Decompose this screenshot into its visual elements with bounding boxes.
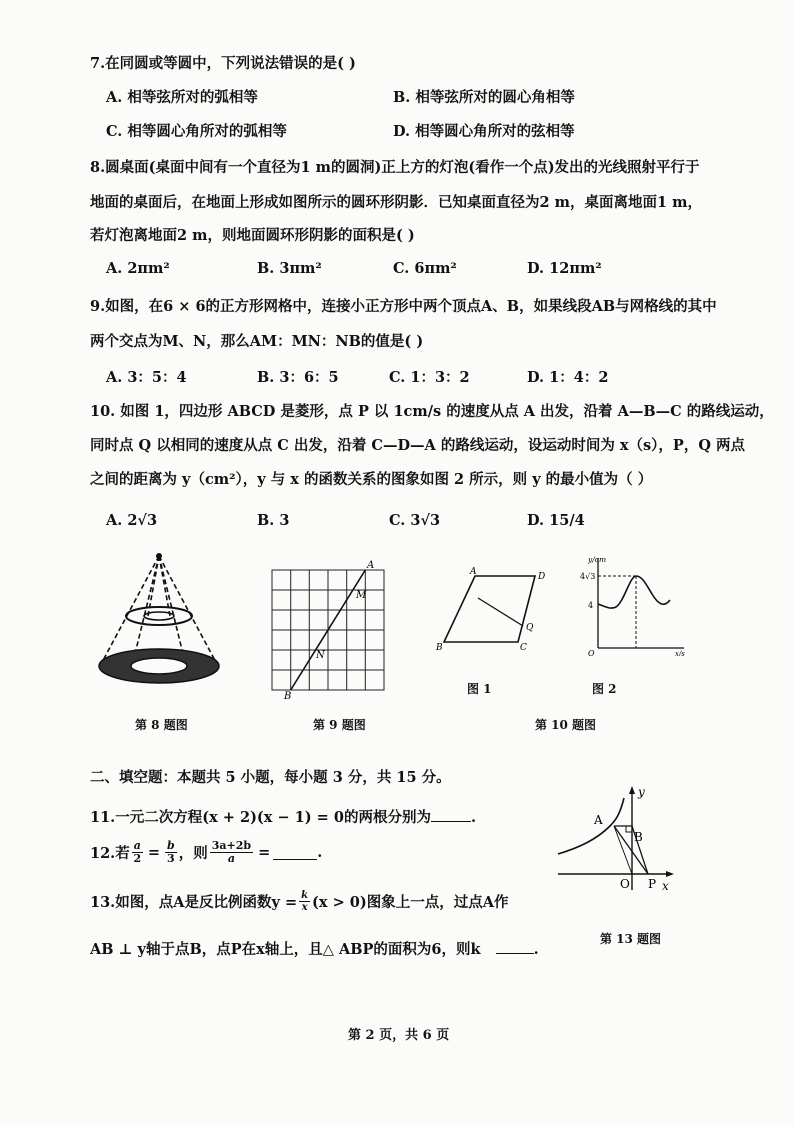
label-c: C: [520, 643, 527, 653]
q13-answer-blank[interactable]: [496, 953, 534, 954]
q8-option-a: A. 2πm²: [106, 260, 170, 277]
q8-option-b: B. 3πm²: [257, 260, 322, 277]
q11-answer-blank[interactable]: [431, 821, 471, 822]
q9-line-2: 两个交点为M、N，那么AM：MN：NB的值是( ): [90, 333, 424, 350]
q12-frac-1: $\frac{a}{2}$: [133, 839, 142, 865]
q8-option-d: D. 12πm²: [527, 260, 602, 277]
curve-y: [598, 576, 670, 608]
q13-frac: $\frac{k}{x}$: [301, 890, 309, 913]
figure-8-caption: 第 8 题图: [135, 718, 188, 732]
q10-option-c: C. 3√3: [389, 512, 441, 529]
q7-option-b: B. 相等弦所对的圆心角相等: [393, 89, 575, 106]
q13-line-2-text: AB ⊥ y轴于点B，点P在x轴上，且△ ABP的面积为6，则k: [90, 941, 481, 958]
section-2-heading: 二、填空题：本题共 5 小题，每小题 3 分，共 15 分。: [90, 769, 451, 786]
label-m: M: [356, 590, 367, 601]
figure-13-graph: [550, 784, 680, 894]
label-o: O: [620, 877, 630, 891]
q12-pre: 12.若: [90, 845, 130, 862]
segment-ao: [614, 826, 632, 874]
q12-frac-2: $\frac{b}{3}$: [167, 839, 175, 865]
q9-option-b: B. 3：6：5: [257, 369, 339, 386]
q13-line-2: AB ⊥ y轴于点B，点P在x轴上，且△ ABP的面积为6，则k .: [90, 941, 539, 958]
label-b: B: [284, 691, 292, 700]
q12-post: =: [258, 844, 271, 861]
q13-line-1: [90, 890, 509, 913]
origin-label: O: [588, 649, 595, 656]
figure-10-1-label: 图 1: [467, 682, 492, 696]
label-b: B: [634, 830, 643, 844]
label-q: Q: [526, 623, 534, 633]
page-footer: 第 2 页，共 6 页: [348, 1028, 450, 1043]
figure-10-2-label: 图 2: [592, 682, 617, 696]
label-y: y: [638, 785, 645, 799]
figure-13-caption: 第 13 题图: [600, 932, 662, 946]
q11-stem: 11.一元二次方程(x + 2)(x − 1) = 0的两根分别为: [90, 809, 431, 826]
q13-post: (x > 0)图象上一点，过点A作: [312, 894, 509, 911]
q12-text: 12.若 $\frac{a}{2}$ = $\frac{b}{3}$ ，则 $\frac{3a+2b}{a}$ = .: [90, 839, 323, 865]
q9-option-d: D. 1：4：2: [527, 369, 609, 386]
figure-10-1-rhombus: [430, 562, 555, 662]
q10-option-d: D. 15/4: [527, 512, 585, 529]
right-angle-mark: [626, 826, 632, 832]
label-a: A: [470, 567, 477, 577]
figure-10-2-graph: [580, 552, 690, 656]
q10-line-2: 同时点 Q 以相同的速度从点 C 出发，沿着 C—D—A 的路线运动，设运动时间为 x（s），P，Q 两点: [90, 437, 746, 454]
q12-frac-3: $\frac{3a+2b}{a}$: [211, 839, 252, 865]
q12-mid: ，则: [178, 845, 208, 862]
label-x: x: [662, 879, 669, 893]
label-b: B: [436, 643, 443, 653]
q10-option-a: A. 2√3: [106, 512, 158, 529]
q9-option-a: A. 3：5：4: [106, 369, 187, 386]
q10-line-3: 之间的距离为 y（cm²），y 与 x 的函数关系的图象如图 2 所示，则 y 的最小值为（ ）: [90, 471, 653, 488]
y-axis-label: y/cm: [588, 555, 607, 564]
q7-option-c: C. 相等圆心角所对的弧相等: [106, 123, 287, 140]
q9-option-c: C. 1：3：2: [389, 369, 470, 386]
segment-pq: [478, 598, 523, 626]
label-d: D: [538, 572, 546, 582]
q8-line-3: 若灯泡离地面2 m，则地面圆环形阴影的面积是( ): [90, 227, 415, 244]
label-a: A: [367, 560, 375, 571]
label-n: N: [316, 650, 325, 661]
rhombus-abcd: [444, 576, 535, 642]
q9-line-1: 9.如图，在6 × 6的正方形网格中，连接小正方形中两个顶点A、B，如果线段AB与网格线的其中: [90, 298, 717, 315]
tick-label-1: 4√3: [580, 572, 596, 581]
figure-9-grid: [262, 558, 392, 700]
q8-line-1: 8.圆桌面(桌面中间有一个直径为1 m的圆洞)正上方的灯泡(看作一个点)发出的光线照射平行于: [90, 159, 700, 176]
q10-option-b: B. 3: [257, 512, 290, 529]
x-axis-label: x/s: [675, 650, 685, 656]
segment-ap: [614, 826, 648, 874]
q7-stem: 7.在同圆或等圆中，下列说法错误的是( ): [90, 55, 356, 72]
label-p: P: [648, 877, 657, 891]
q12-answer-blank[interactable]: [273, 845, 317, 860]
q7-option-d: D. 相等圆心角所对的弦相等: [393, 123, 575, 140]
q10-line-1: 10. 如图 1，四边形 ABCD 是菱形，点 P 以 1cm/s 的速度从点 A 出发，沿着 A—B—C 的路线运动，: [90, 403, 774, 420]
figure-9-caption: 第 9 题图: [313, 718, 366, 732]
ring-hole: [131, 658, 187, 674]
q8-line-2: 地面的桌面后，在地面上形成如图所示的圆环形阴影．已知桌面直径为2 m，桌面离地面1 m，: [90, 194, 702, 211]
table-top: [126, 607, 192, 625]
figure-10-caption: 第 10 题图: [535, 718, 597, 732]
y-axis-arrow: [629, 786, 635, 794]
q7-option-a: A. 相等弦所对的弧相等: [106, 89, 258, 106]
q11-text: 11.一元二次方程(x + 2)(x − 1) = 0的两根分别为 .: [90, 809, 477, 826]
tick-label-2: 4: [588, 601, 594, 610]
q8-option-c: C. 6πm²: [393, 260, 457, 277]
figure-8-lamp-cone: [90, 548, 230, 700]
q12-equals: =: [147, 844, 161, 861]
label-a: A: [594, 813, 603, 827]
q13-pre: 13.如图，点A是反比例函数y =: [90, 894, 298, 911]
x-axis-arrow: [666, 871, 674, 877]
